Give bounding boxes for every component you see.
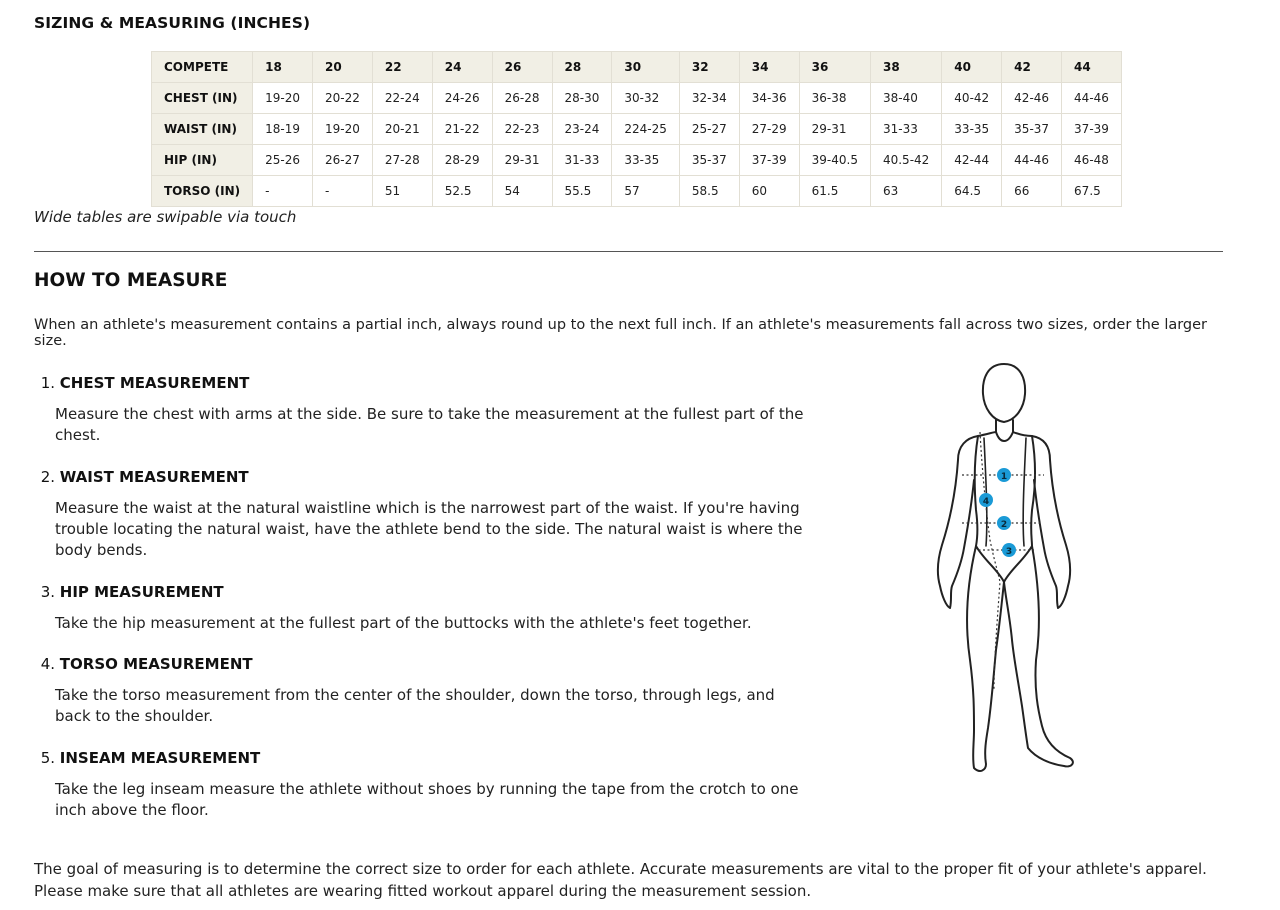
table-cell: 52.5: [432, 176, 492, 207]
row-label: WAIST (IN): [152, 114, 253, 145]
table-cell: 40-42: [942, 83, 1002, 114]
step-text: Take the hip measurement at the fullest part of the buttocks with the athlete's feet together.: [55, 614, 752, 632]
marker-label: 4: [982, 497, 990, 507]
body-measurement-diagram-icon: [928, 360, 1088, 780]
table-cell: 26-27: [313, 145, 373, 176]
goal-text: The goal of measuring is to determine the correct size to order for each athlete. Accurate measurements are vital to the proper fit of your athlete's apparel. Please make sure that all athletes are wearing fitted workout apparel during the measurement session.: [34, 860, 1207, 900]
table-cell: 28-30: [552, 83, 612, 114]
section-divider: [34, 251, 1223, 252]
table-cell: 27-28: [372, 145, 432, 176]
table-cell: 46-48: [1062, 145, 1122, 176]
size-header: 40: [942, 52, 1002, 83]
torso-line: [980, 432, 1000, 690]
table-cell: 33-35: [942, 114, 1002, 145]
step-chest: [34, 373, 814, 446]
size-header: 22: [372, 52, 432, 83]
step-number: 4.: [40, 655, 55, 673]
table-cell: 67.5: [1062, 176, 1122, 207]
table-cell: 63: [870, 176, 941, 207]
sizing-title: SIZING & MEASURING (INCHES): [34, 14, 311, 32]
measurement-steps: [34, 373, 814, 821]
left-arm-outline: [938, 436, 978, 608]
table-cell: 28-29: [432, 145, 492, 176]
size-header: 28: [552, 52, 612, 83]
table-cell: 23-24: [552, 114, 612, 145]
step-name: HIP MEASUREMENT: [59, 583, 224, 601]
step-text: Measure the chest with arms at the side. Be sure to take the measurement at the fullest part of the chest.: [55, 405, 804, 444]
table-header-row: [152, 52, 1122, 83]
table-cell: 31-33: [870, 114, 941, 145]
measurement-markers: [979, 468, 1016, 557]
table-cell: 64.5: [942, 176, 1002, 207]
swipe-note: Wide tables are swipable via touch: [34, 208, 297, 226]
table-cell: 58.5: [679, 176, 739, 207]
table-cell: 34-36: [739, 83, 799, 114]
table-cell: 22-23: [492, 114, 552, 145]
table-cell: 21-22: [432, 114, 492, 145]
step-number: 3.: [40, 583, 55, 601]
header-label: COMPETE: [152, 52, 253, 83]
table-cell: 36-38: [799, 83, 870, 114]
table-cell: 24-26: [432, 83, 492, 114]
table-cell: 37-39: [739, 145, 799, 176]
step-number: 5.: [40, 749, 55, 767]
table-cell: 35-37: [679, 145, 739, 176]
table-cell: 20-22: [313, 83, 373, 114]
body-outline-svg: [928, 360, 1088, 780]
left-leg-outline: [967, 546, 1004, 771]
table-row: [152, 145, 1122, 176]
table-cell: 60: [739, 176, 799, 207]
size-header: 30: [612, 52, 680, 83]
step-number: 1.: [40, 374, 55, 392]
table-cell: 224-25: [612, 114, 680, 145]
table-cell: 29-31: [799, 114, 870, 145]
size-header: 42: [1002, 52, 1062, 83]
table-cell: 25-26: [253, 145, 313, 176]
table-cell: 31-33: [552, 145, 612, 176]
step-name: INSEAM MEASUREMENT: [59, 749, 261, 767]
table-cell: 39-40.5: [799, 145, 870, 176]
size-header: 38: [870, 52, 941, 83]
table-row: [152, 176, 1122, 207]
marker-label: 1: [1000, 472, 1008, 482]
step-inseam: [34, 748, 814, 821]
size-header: 34: [739, 52, 799, 83]
table-cell: 61.5: [799, 176, 870, 207]
table-cell: 57: [612, 176, 680, 207]
intro-text: When an athlete's measurement contains a partial inch, always round up to the next full inch. If an athlete's measurements fall across two sizes, order the larger size.: [34, 317, 1208, 349]
step-waist: [34, 467, 814, 561]
row-label: HIP (IN): [152, 145, 253, 176]
step-text: Take the leg inseam measure the athlete without shoes by running the tape from the crotch to one inch above the floor.: [55, 780, 799, 819]
size-header: 32: [679, 52, 739, 83]
table-cell: 54: [492, 176, 552, 207]
right-leg-outline: [1004, 546, 1073, 766]
table-cell: 30-32: [612, 83, 680, 114]
step-name: WAIST MEASUREMENT: [59, 468, 249, 486]
table-cell: 22-24: [372, 83, 432, 114]
table-cell: 27-29: [739, 114, 799, 145]
table-cell: 35-37: [1002, 114, 1062, 145]
table-cell: 55.5: [552, 176, 612, 207]
table-cell: -: [313, 176, 373, 207]
step-name: TORSO MEASUREMENT: [59, 655, 253, 673]
table-row: [152, 83, 1122, 114]
size-header: 36: [799, 52, 870, 83]
table-cell: 40.5-42: [870, 145, 941, 176]
row-label: CHEST (IN): [152, 83, 253, 114]
table-cell: 44-46: [1002, 145, 1062, 176]
table-cell: 29-31: [492, 145, 552, 176]
marker-label: 3: [1005, 547, 1013, 557]
table-row: [152, 114, 1122, 145]
table-cell: 18-19: [253, 114, 313, 145]
table-cell: 25-27: [679, 114, 739, 145]
table-cell: 19-20: [253, 83, 313, 114]
table-cell: 32-34: [679, 83, 739, 114]
table-cell: 26-28: [492, 83, 552, 114]
table-cell: 38-40: [870, 83, 941, 114]
step-hip: [34, 582, 814, 634]
step-text: Measure the waist at the natural waistline which is the narrowest part of the waist. If you're having trouble locating the natural waist, have the athlete bend to the side. The natural waist is where the body bends.: [55, 499, 803, 559]
table-cell: 51: [372, 176, 432, 207]
table-body: [152, 83, 1122, 207]
size-chart-table: [151, 51, 1122, 207]
table-cell: 44-46: [1062, 83, 1122, 114]
table-cell: 33-35: [612, 145, 680, 176]
table-cell: 37-39: [1062, 114, 1122, 145]
table-cell: 66: [1002, 176, 1062, 207]
table-cell: 42-46: [1002, 83, 1062, 114]
size-header: 20: [313, 52, 373, 83]
table-cell: 42-44: [942, 145, 1002, 176]
step-name: CHEST MEASUREMENT: [59, 374, 250, 392]
step-torso: [34, 654, 814, 727]
size-header: 26: [492, 52, 552, 83]
size-header: 44: [1062, 52, 1122, 83]
table-cell: -: [253, 176, 313, 207]
head-outline: [983, 364, 1025, 422]
table-cell: 19-20: [313, 114, 373, 145]
table-cell: 20-21: [372, 114, 432, 145]
size-header: 24: [432, 52, 492, 83]
size-header: 18: [253, 52, 313, 83]
row-label: TORSO (IN): [152, 176, 253, 207]
step-number: 2.: [40, 468, 55, 486]
how-to-measure-title: HOW TO MEASURE: [34, 270, 228, 291]
marker-label: 2: [1000, 520, 1008, 530]
step-text: Take the torso measurement from the center of the shoulder, down the torso, through legs, and back to the shoulder.: [55, 686, 775, 725]
